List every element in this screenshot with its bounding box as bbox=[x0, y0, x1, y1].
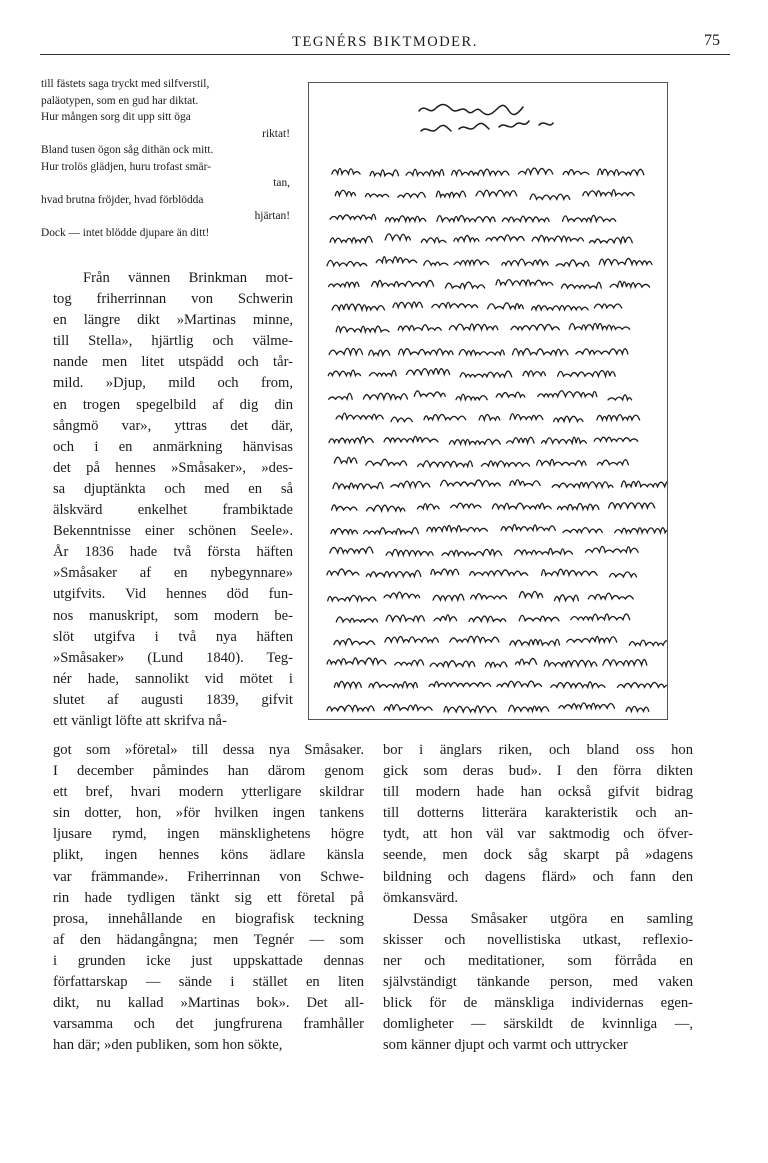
text-line: han där; »den publiken, som hon sökte, bbox=[53, 1037, 283, 1054]
poem-line: tan, bbox=[273, 177, 290, 189]
poem-line: paläotypen, som en gud har diktat. bbox=[41, 94, 199, 107]
text-line: »Småsaker» (Lund 1840). Teg- bbox=[53, 649, 293, 666]
text-line: domligheter — särskildt de kvinnliga —, bbox=[383, 1016, 693, 1033]
running-header bbox=[40, 32, 730, 55]
text-line: af den hädangångna; men Tegnér — som bbox=[53, 931, 364, 948]
text-line: sångmö var», yttras det där, bbox=[53, 417, 293, 434]
poem-line: Bland tusen ögon såg dithän ock mitt. bbox=[41, 144, 214, 156]
text-line: en längre dikt »Martinas minne, bbox=[53, 312, 293, 329]
left-column-continued-text bbox=[53, 740, 364, 1056]
text-line: nande men litet utspädd och tår- bbox=[53, 354, 293, 371]
text-line: utgifvits. Vid hennes död fun- bbox=[53, 586, 293, 603]
text-line: Från vännen Brinkman mot- bbox=[83, 270, 293, 286]
poem-line: Hur trolös glädjen, huru trofast smär- bbox=[41, 160, 211, 173]
poem-line: hjärtan! bbox=[254, 210, 290, 222]
running-title: TEGNÉRS BIKTMODER. bbox=[292, 34, 478, 50]
text-line: mild. »Djup, mild och from, bbox=[53, 375, 293, 392]
text-line: sin dotter, hon, »för hvilken ingen tankens bbox=[53, 805, 364, 822]
text-line: som känner djupt och varmt och uttrycker bbox=[383, 1037, 628, 1054]
text-line: ett bref, hvari modern ytterligare skildrar bbox=[53, 784, 364, 801]
text-line: År 1836 hade två första häften bbox=[53, 544, 293, 561]
text-line: rin hade tydligen tänkt sig ett företal på bbox=[53, 889, 364, 906]
text-line: gick som deras bud». I den förra dikten bbox=[383, 763, 693, 780]
text-line: got som »företal» till dessa nya Småsaker. bbox=[53, 742, 364, 758]
text-line: och i en anmärkning hänvisas bbox=[53, 438, 293, 455]
poem-line: Dock — intet blödde djupare än ditt! bbox=[41, 226, 210, 239]
text-line: dikt, nu kallad »Martinas bok». Det all- bbox=[53, 995, 364, 1012]
text-line: författarskap — sände i stället en liten bbox=[53, 974, 364, 991]
text-line: till modern hade han också gifvit bidrag bbox=[383, 784, 693, 801]
text-line: nér hade, sannolikt vid mötet i bbox=[53, 670, 293, 687]
text-line: varsamma och det jungfrurena framhåller bbox=[53, 1016, 364, 1033]
text-line: skisser och novellistiska utkast, reflexio- bbox=[383, 931, 693, 948]
text-line: plikt, ingen hennes köns ädlare känsla bbox=[53, 847, 364, 864]
right-column-text bbox=[383, 740, 693, 1056]
text-line: bor i änglars riken, och bland oss hon bbox=[383, 742, 693, 758]
poem-line: riktat! bbox=[262, 127, 290, 140]
poem-excerpt bbox=[41, 76, 290, 241]
text-line: tog friherrinnan von Schwerin bbox=[53, 291, 293, 308]
text-line: älskvärd enkelhet frambiktade bbox=[53, 502, 293, 519]
text-line: nos manuskript, som modern be- bbox=[53, 607, 293, 624]
text-line: seende, men dock såg skarpt på »dagens bbox=[383, 847, 693, 864]
text-line: en trogen spegelbild af dig din bbox=[53, 396, 293, 413]
text-line: till Stella», hjärtlig och välme- bbox=[53, 333, 293, 350]
text-line: till dotterns litterära karakteristik och an- bbox=[383, 805, 693, 822]
text-line: i grunden icke just uppskattade dennas bbox=[53, 952, 364, 969]
text-line: det på hennes »Småsaker», »des- bbox=[53, 459, 293, 476]
text-line: slutet af augusti 1839, gifvit bbox=[53, 691, 293, 708]
text-line: ljusare rymd, ingen mänsklighetens högre bbox=[53, 826, 364, 843]
poem-line: till fästets saga tryckt med silfverstil, bbox=[41, 78, 210, 90]
text-line: självständigt tänkande person, med vaken bbox=[383, 974, 693, 991]
text-line: sa djuptänkta och med en så bbox=[53, 480, 293, 497]
text-line: slöt utgifva i två nya häften bbox=[53, 628, 293, 645]
text-line: prosa, innehållande en biografisk teckning bbox=[53, 910, 364, 927]
text-line: tydt, att hon väl var saktmodig och öfver- bbox=[383, 826, 693, 843]
text-line: I december påmindes han därom genom bbox=[53, 763, 364, 780]
poem-line: hvad brutna fröjder, hvad förblödda bbox=[41, 193, 204, 206]
text-line: »Småsaker af en nybegynnare» bbox=[53, 565, 293, 582]
handwriting-icon bbox=[309, 83, 667, 719]
text-line: var främmande». Friherrinnan von Schwe- bbox=[53, 868, 364, 885]
poem-line: Hur mången sorg dit upp sitt öga bbox=[41, 111, 191, 123]
text-line: blick för de mänskliga individernas egen- bbox=[383, 995, 693, 1012]
text-line: ett vänligt löfte att skrifva nå- bbox=[53, 712, 227, 729]
text-line: Dessa Småsaker utgöra en samling bbox=[413, 910, 693, 927]
text-line: bildning och dagens flärd» och fann den bbox=[383, 868, 693, 885]
text-line: ner och meditationer, som förråda en bbox=[383, 952, 693, 969]
page-number: 75 bbox=[704, 32, 720, 49]
manuscript-facsimile bbox=[308, 82, 668, 720]
text-line: Bekenntnisse einer schönen Seele». bbox=[53, 523, 293, 540]
left-column-text bbox=[53, 268, 293, 732]
text-line: ömkansvärd. bbox=[383, 889, 458, 906]
